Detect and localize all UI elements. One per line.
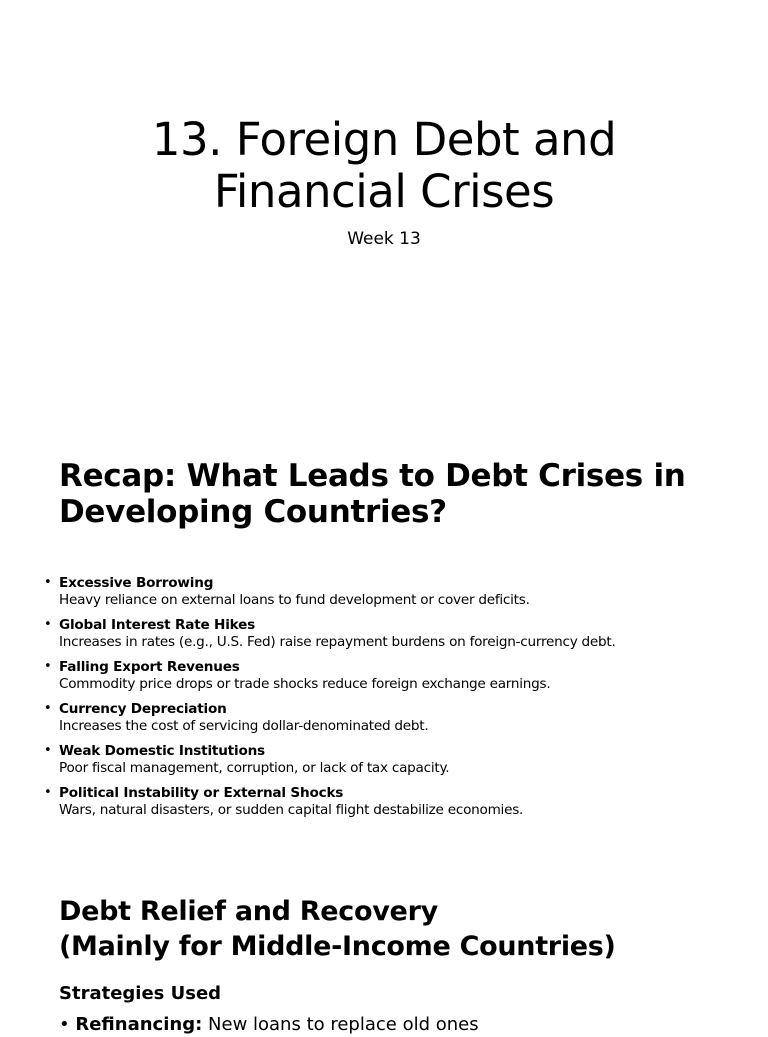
list-item: [0, 700, 759, 735]
title-line-1: 13. Foreign Debt and: [151, 113, 617, 166]
strategy-list-item: [59, 1013, 479, 1037]
list-item: [0, 574, 759, 609]
debt-relief-slide: [0, 864, 768, 1035]
bullet-description: Commodity price drops or trade shocks reduce foreign exchange earnings.: [59, 676, 551, 692]
recap-heading-line-1: Recap: What Leads to Debt Crises in: [59, 458, 686, 494]
bullet-term: Weak Domestic Institutions: [59, 743, 265, 759]
list-item: [0, 784, 759, 819]
bullet-description: Increases the cost of servicing dollar-denominated debt.: [59, 718, 429, 734]
bullet-description: Poor fiscal management, corruption, or lack of tax capacity.: [59, 760, 450, 776]
bullet-icon: •: [44, 617, 52, 632]
strategies-subheading: Strategies Used: [59, 983, 222, 1004]
recap-slide: [0, 432, 768, 864]
list-item: [0, 616, 759, 651]
bullet-description: Increases in rates (e.g., U.S. Fed) raise repayment burdens on foreign-currency debt.: [59, 634, 616, 650]
title-slide: [0, 0, 768, 432]
bullet-icon: •: [44, 701, 52, 716]
bullet-term: Falling Export Revenues: [59, 659, 240, 675]
strategy-term: Refinancing:: [75, 1014, 203, 1035]
bullet-icon: •: [44, 575, 52, 590]
presentation-title: [0, 114, 768, 218]
bullet-term: Global Interest Rate Hikes: [59, 617, 256, 633]
bullet-term: Political Instability or External Shocks: [59, 785, 344, 801]
recap-heading: [59, 458, 749, 530]
title-line-2: Financial Crises: [213, 165, 555, 218]
bullet-icon: •: [59, 1014, 70, 1035]
bullet-term: Currency Depreciation: [59, 701, 227, 717]
strategy-description: New loans to replace old ones: [208, 1014, 479, 1035]
relief-heading-line-2: (Mainly for Middle-Income Countries): [59, 931, 616, 962]
list-item: [0, 658, 759, 693]
recap-heading-line-2: Developing Countries?: [59, 494, 447, 530]
relief-heading: [59, 894, 749, 964]
bullet-icon: •: [44, 785, 52, 800]
relief-heading-line-1: Debt Relief and Recovery: [59, 896, 438, 927]
bullet-description: Heavy reliance on external loans to fund development or cover deficits.: [59, 592, 530, 608]
recap-bullet-list: [0, 574, 768, 826]
bullet-icon: •: [44, 743, 52, 758]
presentation-subtitle: Week 13: [347, 229, 421, 249]
bullet-description: Wars, natural disasters, or sudden capital flight destabilize economies.: [59, 802, 524, 818]
bullet-icon: •: [44, 659, 52, 674]
list-item: [0, 742, 759, 777]
bullet-term: Excessive Borrowing: [59, 575, 214, 591]
